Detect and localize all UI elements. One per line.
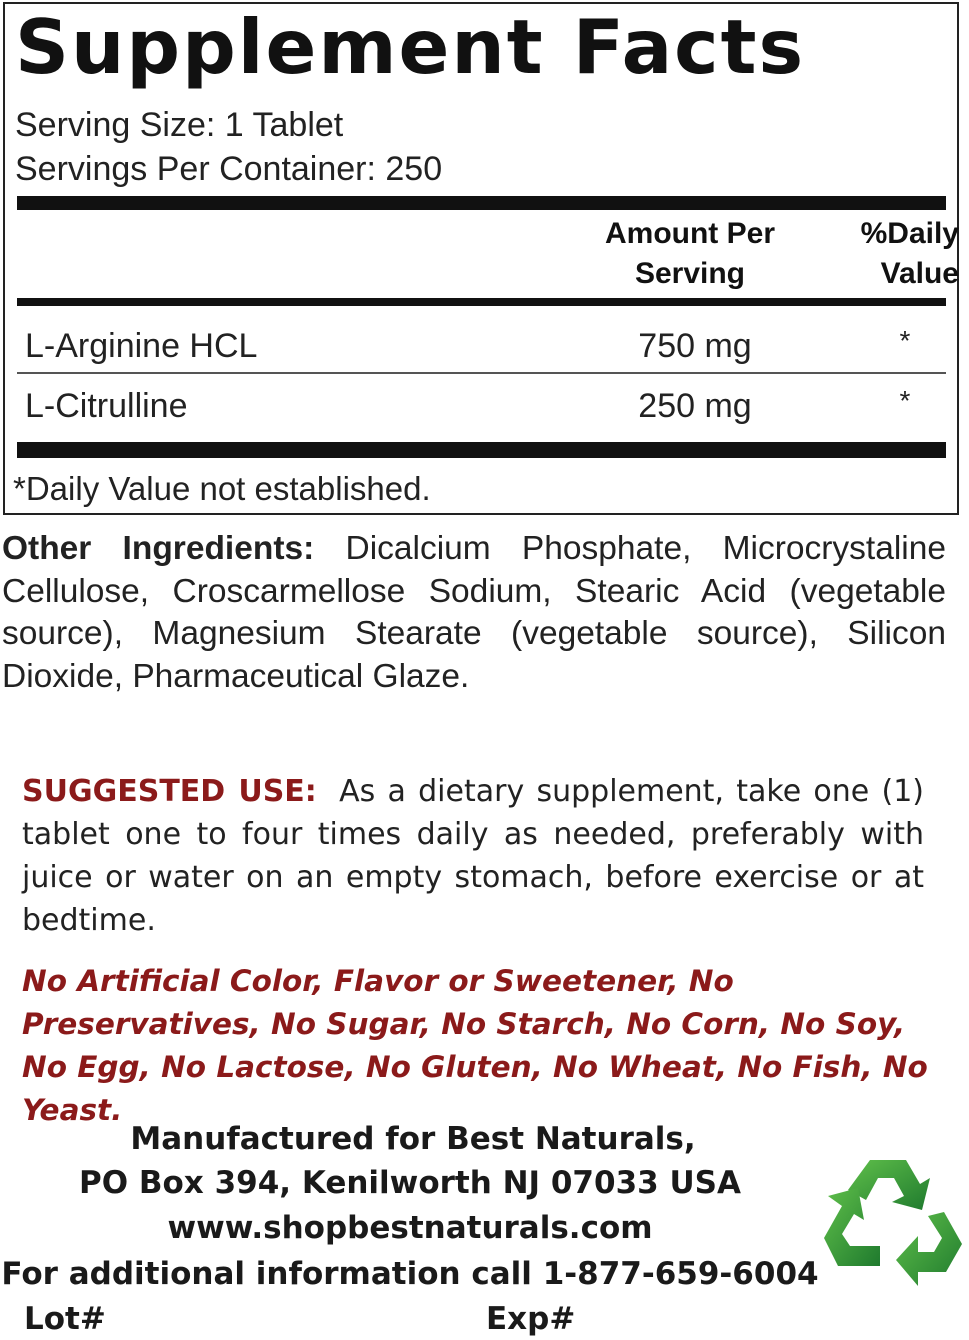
ingredient-daily-value: * [899,325,911,356]
manufacturer-address: PO Box 394, Kenilworth NJ 07033 USA [79,1165,741,1201]
serving-size: Serving Size: 1 Tablet [15,106,344,144]
servings-per-container: Servings Per Container: 250 [15,150,443,188]
exp-label: Exp# [486,1301,576,1337]
suggested-use-text: As a dietary supplement, take one (1) tablet one to four times daily as needed, preferably with juice or water on an empty stomach, before exercise or at bedtime. [22,774,924,938]
free-from-claims: No Artificial Color, Flavor or Sweetener, No Preservatives, No Sugar, No Starch, No Corn, No Soy, No Egg, No Lactose, No Gluten, No Wheat, No Fish, No Yeast. [22,964,928,1127]
other-ingredients-label: Other Ingredients: [2,530,315,567]
column-header-amount-line1: Amount Per [604,217,775,250]
supplement-facts-panel [3,2,959,515]
divider-thick-middle [17,298,946,306]
ingredient-name: L-Citrulline [25,387,188,425]
facts-title: Supplement Facts [15,3,806,91]
column-header-dv-line1: %Daily [860,217,959,250]
manufacturer-name: Manufactured for Best Naturals, [130,1121,696,1157]
suggested-use-label: SUGGESTED USE: [22,774,317,809]
ingredient-daily-value: * [899,385,911,416]
divider-thick-bottom [17,442,946,458]
lot-label: Lot# [24,1301,106,1337]
row-divider [17,372,946,374]
other-ingredients [2,528,946,698]
divider-thick-top [17,196,946,210]
column-header-dv-line2: Value [880,257,959,290]
ingredient-amount: 750 mg [638,327,752,365]
ingredient-amount: 250 mg [638,387,752,425]
recycle-icon [818,1148,969,1288]
suggested-use [22,770,924,942]
column-header-amount [590,214,790,294]
daily-value-footnote: *Daily Value not established. [13,470,431,507]
column-header-daily-value [831,214,959,294]
manufacturer-contact: For additional information call 1-877-659-6004 [1,1256,819,1292]
other-ingredients-text: Dicalcium Phosphate, Microcrystaline Cellulose, Croscarmellose Sodium, Stearic Acid (vegetable source), Magnesium Stearate (vegetable source), Silicon Dioxide, Pharmaceutical Glaze. [2,530,946,695]
ingredient-name: L-Arginine HCL [25,327,258,365]
column-header-amount-line2: Serving [634,257,746,290]
manufacturer-website: www.shopbestnaturals.com [167,1210,653,1246]
